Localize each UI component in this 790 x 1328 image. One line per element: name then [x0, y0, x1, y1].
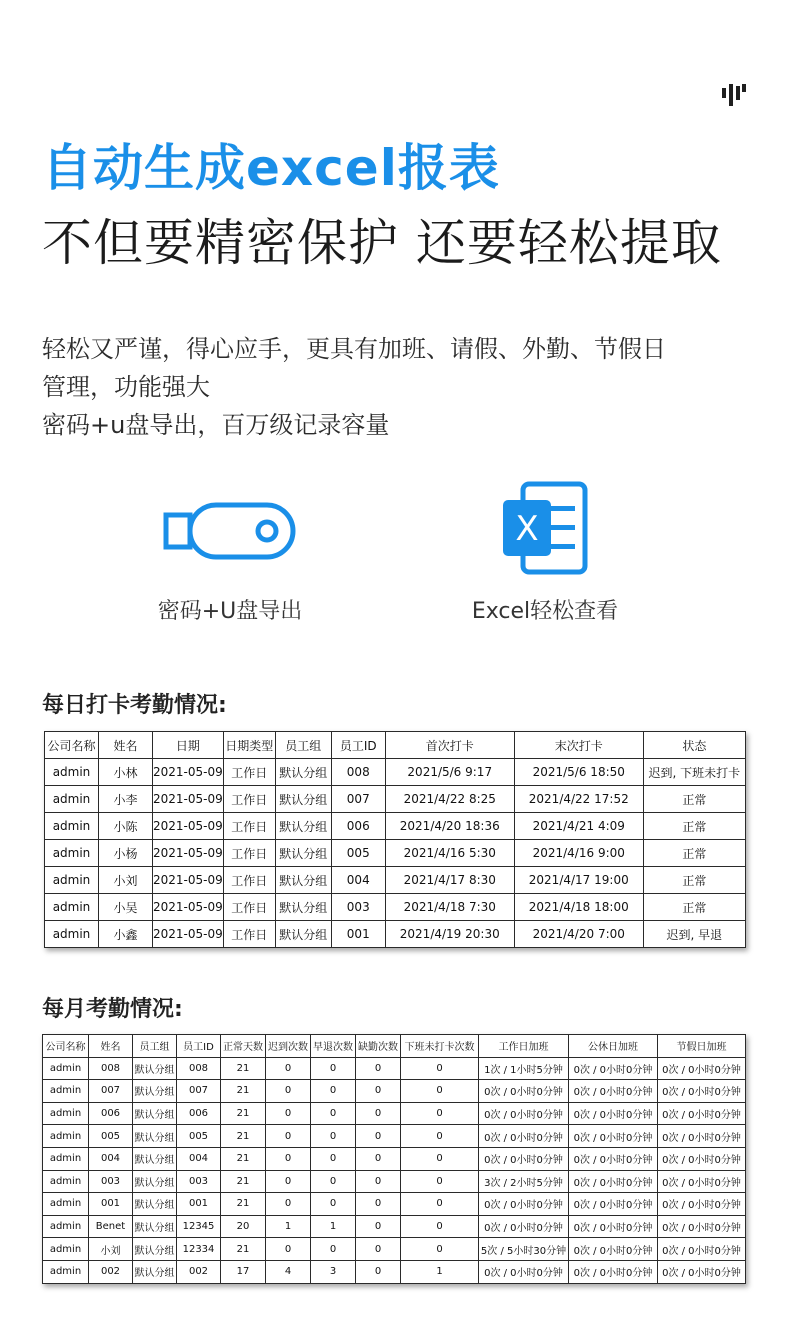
- table-cell: 001: [177, 1193, 221, 1216]
- table-row: [43, 1125, 746, 1148]
- table-cell: admin: [45, 840, 99, 867]
- table-row: [45, 786, 746, 813]
- table-cell: 0次 / 0小时0分钟: [569, 1193, 658, 1216]
- table-cell: 0次 / 0小时0分钟: [569, 1147, 658, 1170]
- table-cell: 2021/4/20 7:00: [514, 921, 643, 948]
- table-cell: 2021/4/22 17:52: [514, 786, 643, 813]
- table-cell: 0: [356, 1125, 401, 1148]
- column-header: 公休日加班: [569, 1035, 658, 1058]
- table-cell: 0次 / 0小时0分钟: [658, 1215, 746, 1238]
- monthly-attendance-table: [42, 1034, 746, 1284]
- monthly-section-title: 每月考勤情况:: [42, 997, 183, 1022]
- table-cell: 默认分组: [133, 1170, 177, 1193]
- table-cell: 0: [401, 1170, 479, 1193]
- table-cell: 0次 / 0小时0分钟: [479, 1215, 569, 1238]
- table-cell: 21: [221, 1102, 266, 1125]
- table-cell: 0次 / 0小时0分钟: [479, 1147, 569, 1170]
- table-row: [43, 1080, 746, 1103]
- description-line: 管理，功能强大: [42, 373, 210, 401]
- description-line: 轻松又严谨，得心应手，更具有加班、请假、外勤、节假日: [42, 335, 666, 363]
- table-cell: 21: [221, 1147, 266, 1170]
- table-cell: admin: [43, 1215, 89, 1238]
- table-cell: 21: [221, 1057, 266, 1080]
- table-cell: 12345: [177, 1215, 221, 1238]
- table-cell: 0次 / 0小时0分钟: [569, 1260, 658, 1283]
- table-cell: 默认分组: [275, 759, 331, 786]
- table-cell: 默认分组: [133, 1147, 177, 1170]
- table-cell: 003: [177, 1170, 221, 1193]
- table-cell: 2021/4/22 8:25: [385, 786, 514, 813]
- table-row: [43, 1170, 746, 1193]
- column-header: 公司名称: [43, 1035, 89, 1058]
- usb-feature-label: 密码+U盘导出: [157, 599, 303, 624]
- table-cell: admin: [43, 1238, 89, 1261]
- table-cell: 005: [331, 840, 385, 867]
- column-header: 缺勤次数: [356, 1035, 401, 1058]
- table-cell: 0: [311, 1170, 356, 1193]
- table-cell: 0: [311, 1102, 356, 1125]
- table-cell: 2021-05-09: [153, 786, 224, 813]
- table-cell: 4: [266, 1260, 311, 1283]
- table-cell: 12334: [177, 1238, 221, 1261]
- table-row: [45, 894, 746, 921]
- table-cell: 正常: [643, 867, 745, 894]
- description-line: 密码+u盘导出，百万级记录容量: [42, 411, 390, 439]
- table-cell: admin: [45, 759, 99, 786]
- table-cell: 006: [177, 1102, 221, 1125]
- table-cell: 0次 / 0小时0分钟: [479, 1102, 569, 1125]
- table-cell: 21: [221, 1080, 266, 1103]
- table-cell: 0: [311, 1057, 356, 1080]
- table-cell: 0: [401, 1193, 479, 1216]
- table-cell: 默认分组: [133, 1215, 177, 1238]
- table-cell: 2021-05-09: [153, 840, 224, 867]
- table-cell: 默认分组: [133, 1238, 177, 1261]
- table-cell: 0: [401, 1215, 479, 1238]
- table-cell: 小李: [99, 786, 153, 813]
- column-header: 末次打卡: [514, 732, 643, 759]
- table-cell: 004: [331, 867, 385, 894]
- headline: 自动生成excel报表: [42, 139, 500, 197]
- table-cell: 0次 / 0小时0分钟: [658, 1125, 746, 1148]
- table-cell: 0次 / 0小时0分钟: [569, 1215, 658, 1238]
- table-row: [45, 867, 746, 894]
- table-cell: 小林: [99, 759, 153, 786]
- table-cell: 0次 / 0小时0分钟: [658, 1080, 746, 1103]
- table-cell: 2021/4/19 20:30: [385, 921, 514, 948]
- excel-icon-letter: X: [515, 509, 539, 549]
- column-header: 员工组: [275, 732, 331, 759]
- table-row: [43, 1057, 746, 1080]
- column-header: 姓名: [99, 732, 153, 759]
- table-cell: 0: [401, 1238, 479, 1261]
- table-cell: 21: [221, 1193, 266, 1216]
- table-cell: 工作日: [223, 759, 275, 786]
- table-cell: 正常: [643, 786, 745, 813]
- table-cell: 0: [356, 1080, 401, 1103]
- table-cell: 小刘: [99, 867, 153, 894]
- table-cell: 默认分组: [133, 1057, 177, 1080]
- table-cell: admin: [43, 1260, 89, 1283]
- table-cell: 迟到, 下班未打卡: [643, 759, 745, 786]
- column-header: 公司名称: [45, 732, 99, 759]
- table-cell: 2021-05-09: [153, 921, 224, 948]
- table-cell: admin: [43, 1193, 89, 1216]
- table-cell: 0: [266, 1125, 311, 1148]
- table-cell: 0: [356, 1057, 401, 1080]
- column-header: 早退次数: [311, 1035, 356, 1058]
- feature-excel-view: [460, 480, 630, 625]
- table-cell: 默认分组: [133, 1193, 177, 1216]
- table-cell: 默认分组: [133, 1080, 177, 1103]
- table-row: [43, 1260, 746, 1283]
- table-cell: 003: [89, 1170, 133, 1193]
- table-cell: admin: [45, 921, 99, 948]
- table-cell: 006: [89, 1102, 133, 1125]
- table-row: [43, 1215, 746, 1238]
- table-cell: admin: [45, 786, 99, 813]
- table-cell: 默认分组: [275, 867, 331, 894]
- table-cell: 小陈: [99, 813, 153, 840]
- table-cell: admin: [45, 894, 99, 921]
- table-cell: 迟到, 早退: [643, 921, 745, 948]
- table-cell: 0次 / 0小时0分钟: [658, 1193, 746, 1216]
- table-cell: 0: [356, 1170, 401, 1193]
- column-header: 正常天数: [221, 1035, 266, 1058]
- table-cell: 006: [331, 813, 385, 840]
- table-cell: 0: [356, 1260, 401, 1283]
- table-cell: 0次 / 0小时0分钟: [479, 1080, 569, 1103]
- table-cell: 21: [221, 1170, 266, 1193]
- table-cell: 2021/4/17 19:00: [514, 867, 643, 894]
- table-row: [43, 1102, 746, 1125]
- table-cell: 2021-05-09: [153, 813, 224, 840]
- table-cell: 2021/4/18 18:00: [514, 894, 643, 921]
- table-cell: admin: [43, 1102, 89, 1125]
- table-cell: admin: [43, 1080, 89, 1103]
- feature-usb-export: [150, 480, 310, 625]
- table-row: [45, 759, 746, 786]
- description: [42, 330, 742, 444]
- table-cell: 正常: [643, 894, 745, 921]
- table-cell: 0: [356, 1147, 401, 1170]
- daily-section-title: 每日打卡考勤情况:: [42, 693, 227, 718]
- table-cell: 默认分组: [275, 813, 331, 840]
- table-row: [45, 840, 746, 867]
- table-cell: 21: [221, 1125, 266, 1148]
- table-cell: 0: [401, 1147, 479, 1170]
- table-cell: 0: [401, 1057, 479, 1080]
- table-row: [45, 813, 746, 840]
- table-cell: 2021/4/21 4:09: [514, 813, 643, 840]
- table-cell: 002: [89, 1260, 133, 1283]
- daily-attendance-table: [44, 731, 746, 948]
- table-cell: 工作日: [223, 813, 275, 840]
- table-cell: 0: [401, 1080, 479, 1103]
- table-cell: 0: [266, 1193, 311, 1216]
- table-cell: 工作日: [223, 921, 275, 948]
- table-cell: admin: [43, 1125, 89, 1148]
- table-cell: 工作日: [223, 894, 275, 921]
- table-cell: 0: [266, 1170, 311, 1193]
- table-cell: 默认分组: [133, 1102, 177, 1125]
- column-header: 员工ID: [331, 732, 385, 759]
- table-cell: 0次 / 0小时0分钟: [569, 1125, 658, 1148]
- table-cell: 0次 / 0小时0分钟: [658, 1238, 746, 1261]
- excel-feature-label: Excel轻松查看: [471, 599, 619, 624]
- table-row: [43, 1193, 746, 1216]
- table-cell: 17: [221, 1260, 266, 1283]
- table-cell: 小吴: [99, 894, 153, 921]
- table-cell: 小杨: [99, 840, 153, 867]
- table-cell: 0次 / 0小时0分钟: [569, 1102, 658, 1125]
- column-header: 迟到次数: [266, 1035, 311, 1058]
- table-cell: 004: [89, 1147, 133, 1170]
- subheadline: 不但要精密保护 还要轻松提取: [42, 214, 722, 272]
- table-cell: 0次 / 0小时0分钟: [569, 1080, 658, 1103]
- table-cell: 20: [221, 1215, 266, 1238]
- table-cell: 0: [311, 1080, 356, 1103]
- table-cell: 0次 / 0小时0分钟: [569, 1238, 658, 1261]
- table-cell: 008: [331, 759, 385, 786]
- table-cell: 0: [266, 1080, 311, 1103]
- column-header: 节假日加班: [658, 1035, 746, 1058]
- table-cell: 默认分组: [275, 921, 331, 948]
- table-cell: 默认分组: [275, 894, 331, 921]
- table-cell: 2021/5/6 18:50: [514, 759, 643, 786]
- table-cell: 0次 / 0小时0分钟: [658, 1260, 746, 1283]
- table-cell: 2021/4/16 5:30: [385, 840, 514, 867]
- usb-drive-icon: [163, 502, 297, 560]
- table-cell: 005: [177, 1125, 221, 1148]
- table-cell: 2021/5/6 9:17: [385, 759, 514, 786]
- table-cell: 0: [266, 1147, 311, 1170]
- table-cell: 2021/4/20 18:36: [385, 813, 514, 840]
- table-row: [45, 921, 746, 948]
- table-cell: 007: [331, 786, 385, 813]
- table-header-row: [43, 1035, 746, 1058]
- table-cell: 0: [311, 1147, 356, 1170]
- table-cell: 工作日: [223, 867, 275, 894]
- table-cell: 0次 / 0小时0分钟: [658, 1057, 746, 1080]
- table-cell: 默认分组: [133, 1125, 177, 1148]
- table-cell: 0: [266, 1238, 311, 1261]
- table-cell: admin: [45, 867, 99, 894]
- table-cell: 0次 / 0小时0分钟: [479, 1125, 569, 1148]
- table-cell: admin: [43, 1147, 89, 1170]
- table-cell: 3次 / 2小时5分钟: [479, 1170, 569, 1193]
- table-cell: 21: [221, 1238, 266, 1261]
- table-cell: 005: [89, 1125, 133, 1148]
- table-row: [43, 1238, 746, 1261]
- table-cell: 小刘: [89, 1238, 133, 1261]
- table-cell: 工作日: [223, 786, 275, 813]
- column-header: 下班未打卡次数: [401, 1035, 479, 1058]
- table-cell: 工作日: [223, 840, 275, 867]
- table-cell: 0: [401, 1102, 479, 1125]
- table-cell: 0次 / 0小时0分钟: [569, 1057, 658, 1080]
- table-cell: 2021/4/18 7:30: [385, 894, 514, 921]
- table-cell: 默认分组: [275, 840, 331, 867]
- table-cell: 0: [356, 1215, 401, 1238]
- table-cell: 0次 / 0小时0分钟: [479, 1260, 569, 1283]
- column-header: 状态: [643, 732, 745, 759]
- table-cell: 0: [266, 1102, 311, 1125]
- table-cell: 001: [331, 921, 385, 948]
- table-cell: 0: [401, 1125, 479, 1148]
- table-cell: admin: [43, 1057, 89, 1080]
- table-cell: 008: [89, 1057, 133, 1080]
- table-cell: 2021/4/17 8:30: [385, 867, 514, 894]
- column-header: 日期类型: [223, 732, 275, 759]
- table-cell: 小鑫: [99, 921, 153, 948]
- table-cell: 2021-05-09: [153, 894, 224, 921]
- table-cell: 007: [177, 1080, 221, 1103]
- table-cell: 1: [266, 1215, 311, 1238]
- table-cell: 007: [89, 1080, 133, 1103]
- table-cell: 0次 / 0小时0分钟: [479, 1193, 569, 1216]
- table-cell: 003: [331, 894, 385, 921]
- table-cell: 正常: [643, 840, 745, 867]
- brand-logo-icon: [722, 84, 746, 106]
- table-cell: 0: [356, 1102, 401, 1125]
- table-cell: 2021-05-09: [153, 759, 224, 786]
- column-header: 员工组: [133, 1035, 177, 1058]
- table-cell: admin: [43, 1170, 89, 1193]
- table-cell: 正常: [643, 813, 745, 840]
- table-cell: 0: [356, 1193, 401, 1216]
- table-cell: 2021-05-09: [153, 867, 224, 894]
- table-cell: 2021/4/16 9:00: [514, 840, 643, 867]
- table-cell: 默认分组: [133, 1260, 177, 1283]
- table-cell: admin: [45, 813, 99, 840]
- column-header: 工作日加班: [479, 1035, 569, 1058]
- table-cell: 0次 / 0小时0分钟: [658, 1147, 746, 1170]
- column-header: 姓名: [89, 1035, 133, 1058]
- table-cell: 004: [177, 1147, 221, 1170]
- column-header: 员工ID: [177, 1035, 221, 1058]
- table-cell: 5次 / 5小时30分钟: [479, 1238, 569, 1261]
- table-row: [43, 1147, 746, 1170]
- table-cell: 1: [311, 1215, 356, 1238]
- table-cell: 0: [266, 1057, 311, 1080]
- excel-file-icon: [497, 480, 593, 576]
- table-cell: 0: [311, 1193, 356, 1216]
- table-cell: 0次 / 0小时0分钟: [569, 1170, 658, 1193]
- table-header-row: [45, 732, 746, 759]
- table-cell: 1次 / 1小时5分钟: [479, 1057, 569, 1080]
- table-cell: 1: [401, 1260, 479, 1283]
- column-header: 首次打卡: [385, 732, 514, 759]
- table-cell: 默认分组: [275, 786, 331, 813]
- table-cell: Benet: [89, 1215, 133, 1238]
- table-cell: 0: [356, 1238, 401, 1261]
- table-cell: 0: [311, 1125, 356, 1148]
- table-cell: 0: [311, 1238, 356, 1261]
- table-cell: 0次 / 0小时0分钟: [658, 1170, 746, 1193]
- table-cell: 0次 / 0小时0分钟: [658, 1102, 746, 1125]
- table-cell: 002: [177, 1260, 221, 1283]
- table-cell: 3: [311, 1260, 356, 1283]
- column-header: 日期: [153, 732, 224, 759]
- table-cell: 008: [177, 1057, 221, 1080]
- table-cell: 001: [89, 1193, 133, 1216]
